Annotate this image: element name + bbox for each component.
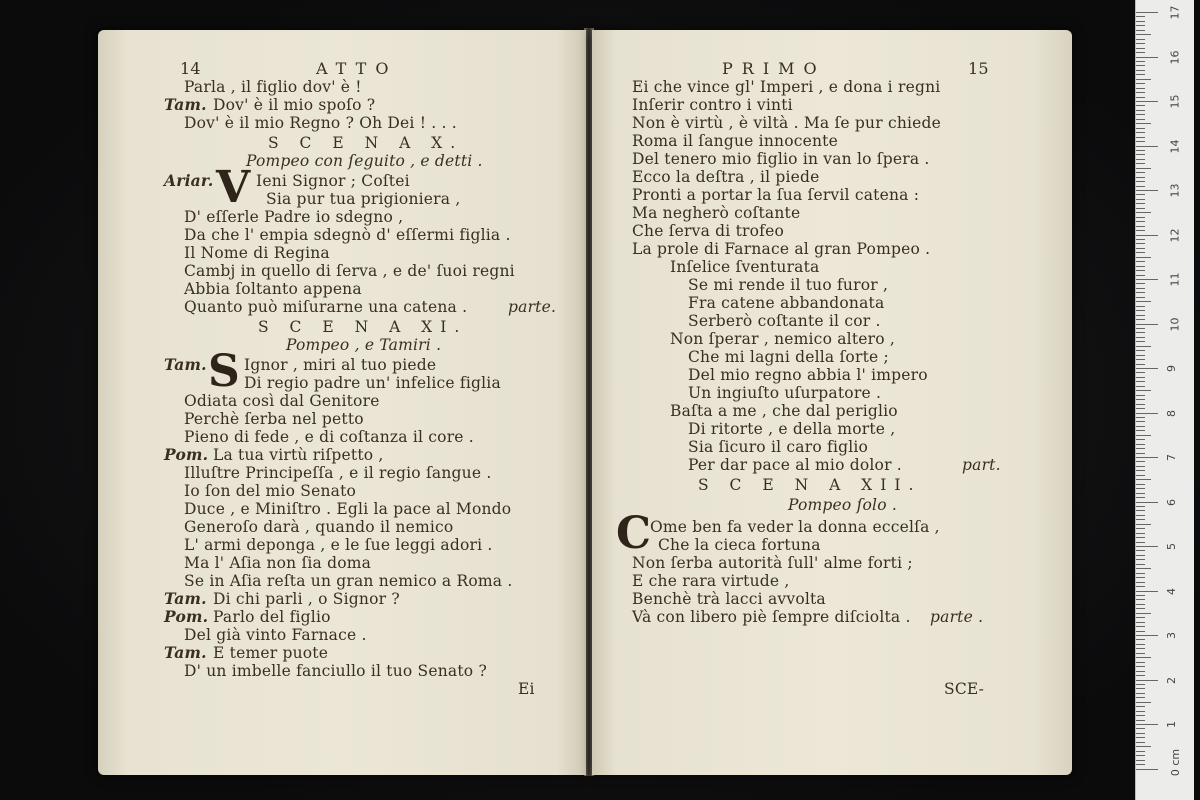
ruler-tick — [1136, 199, 1145, 200]
ruler-tick — [1136, 577, 1145, 578]
ruler-tick — [1136, 364, 1145, 365]
ruler-tick — [1136, 270, 1145, 271]
ruler-tick — [1136, 724, 1158, 725]
ruler-tick — [1136, 368, 1158, 369]
ruler-tick — [1136, 230, 1145, 231]
text-line: Pronti a portar la ſua ſervil catena : — [632, 186, 920, 204]
ruler-tick — [1136, 297, 1145, 298]
ruler-tick — [1136, 377, 1145, 378]
ruler-tick — [1136, 146, 1158, 147]
ruler-tick — [1136, 275, 1145, 276]
ruler-number: 9 — [1165, 365, 1178, 372]
ruler-tick — [1136, 728, 1145, 729]
text-line: Di regio padre un' infelice figlia — [244, 374, 501, 392]
text-line: Inſerir contro i vinti — [632, 96, 793, 114]
ruler-tick — [1136, 34, 1151, 35]
text-line: Pieno di fede , e di coſtanza il core . — [184, 428, 474, 446]
ruler-tick — [1136, 742, 1145, 743]
ruler-tick — [1136, 119, 1145, 120]
ruler-tick — [1136, 506, 1145, 507]
text-line: Del già vinto Farnace . — [184, 626, 367, 644]
ruler-tick — [1136, 453, 1145, 454]
ruler-tick — [1136, 568, 1151, 569]
ruler-tick — [1136, 123, 1151, 124]
ruler-number: 11 — [1168, 272, 1182, 287]
ruler-tick — [1136, 457, 1158, 458]
ruler-tick — [1136, 110, 1145, 111]
ruler-tick — [1136, 631, 1145, 632]
ruler-tick — [1136, 639, 1145, 640]
ruler-tick — [1136, 257, 1151, 258]
text-line: Del tenero mio figlio in van lo ſpera . — [632, 150, 930, 168]
ruler-tick — [1136, 83, 1145, 84]
exit-direction: parte . — [930, 608, 984, 626]
scene-heading: S C E N A X. — [268, 134, 464, 152]
ruler-tick — [1136, 350, 1145, 351]
ruler-tick — [1136, 537, 1145, 538]
ruler-tick — [1136, 662, 1145, 663]
ruler-tick — [1136, 79, 1151, 80]
ruler-number: 5 — [1165, 543, 1178, 550]
ruler-tick — [1136, 181, 1145, 182]
text-line: Ma negherò coſtante — [632, 204, 801, 222]
ruler-tick — [1136, 390, 1151, 391]
ruler-tick — [1136, 417, 1145, 418]
ruler-number: 1 — [1165, 721, 1178, 728]
exit-direction: part. — [962, 456, 1001, 474]
ruler-number: 12 — [1168, 228, 1182, 242]
ruler-tick — [1136, 746, 1151, 747]
ruler-tick — [1136, 608, 1145, 609]
ruler-tick — [1136, 413, 1158, 414]
ruler-number: 4 — [1165, 587, 1178, 595]
ruler-tick — [1136, 604, 1145, 605]
ruler-tick — [1136, 595, 1145, 596]
ruler-tick — [1136, 528, 1145, 529]
ruler-tick — [1136, 720, 1145, 721]
ruler-tick — [1136, 524, 1151, 525]
aria-line: Se mi rende il tuo furor , — [688, 276, 889, 294]
ruler-tick — [1136, 533, 1145, 534]
ruler-tick — [1136, 16, 1145, 17]
ruler-tick — [1136, 97, 1145, 98]
ruler-tick — [1136, 502, 1158, 503]
text-line: L' armi deponga , e le ſue leggi adori . — [184, 536, 493, 554]
ruler-tick — [1136, 635, 1158, 636]
ruler-tick — [1136, 653, 1145, 654]
ruler-tick — [1136, 163, 1145, 164]
ruler-tick — [1136, 760, 1145, 761]
text-line: Dov' è il mio spoſo ? — [213, 96, 376, 114]
ruler-tick — [1136, 591, 1158, 592]
ruler-tick — [1136, 194, 1145, 195]
aria-line: Di ritorte , e della morte , — [688, 420, 896, 438]
ruler-tick — [1136, 697, 1145, 698]
ruler-number: 2 — [1165, 676, 1178, 684]
ruler-tick — [1136, 39, 1145, 40]
ruler-tick — [1136, 435, 1151, 436]
catchword: Ei — [518, 680, 535, 698]
ruler-tick — [1136, 30, 1145, 31]
text-line: Non ſerba autorità ſull' alme forti ; — [632, 554, 913, 572]
ruler-tick — [1136, 324, 1158, 325]
speaker-label: Pom. — [164, 607, 209, 626]
text-line: Benchè trà lacci avvolta — [632, 590, 826, 608]
ruler-tick — [1136, 542, 1145, 543]
ruler-tick — [1136, 341, 1145, 342]
ruler-tick — [1136, 105, 1145, 106]
ruler-tick — [1136, 386, 1145, 387]
ruler-tick — [1136, 573, 1145, 574]
ruler-tick — [1136, 114, 1145, 115]
aria-line: Per dar pace al mio dolor . — [688, 456, 902, 474]
ruler-tick — [1136, 168, 1151, 169]
catchword: SCE- — [944, 680, 985, 698]
ruler-tick — [1136, 337, 1145, 338]
left-page — [98, 30, 586, 775]
text-line: Io ſon del mio Senato — [184, 482, 357, 500]
text-line: Il Nome di Regina — [184, 244, 330, 262]
ruler-tick — [1136, 497, 1145, 498]
ruler-tick — [1136, 488, 1145, 489]
text-line: Che ſerva di trofeo — [632, 222, 785, 240]
text-line: Perchè ſerba nel petto — [184, 410, 364, 428]
ruler-tick — [1136, 52, 1145, 53]
text-line: Generoſo darà , quando il nemico — [184, 518, 454, 536]
ruler-tick — [1136, 479, 1151, 480]
ruler-tick — [1136, 684, 1145, 685]
text-line: Di chi parli , o Signor ? — [213, 590, 400, 608]
ruler-tick — [1136, 301, 1151, 302]
ruler-tick — [1136, 582, 1145, 583]
ruler-tick — [1136, 599, 1145, 600]
ruler-tick — [1136, 319, 1145, 320]
ruler-tick — [1136, 711, 1145, 712]
ruler-tick — [1136, 252, 1145, 253]
ruler-tick — [1136, 25, 1145, 26]
ruler-tick — [1136, 484, 1145, 485]
ruler-tick — [1136, 426, 1145, 427]
text-line: Cambj in quello di ſerva , e de' ſuoi regni — [184, 262, 515, 280]
ruler-tick — [1136, 43, 1145, 44]
ruler-tick — [1136, 395, 1145, 396]
ruler-tick — [1136, 617, 1145, 618]
ruler-tick — [1136, 466, 1145, 467]
text-line: Và con libero piè ſempre diſciolta . — [632, 608, 911, 626]
ruler-tick — [1136, 217, 1145, 218]
right-page — [592, 30, 1072, 775]
drop-cap: S — [208, 346, 240, 397]
drop-cap: C — [616, 508, 652, 559]
ruler-tick — [1136, 751, 1145, 752]
ruler-tick — [1136, 666, 1145, 667]
ruler-tick — [1136, 706, 1145, 707]
text-line: Ma l' Aſia non ſia doma — [184, 554, 372, 572]
text-line: Parla , il figlio dov' è ! — [184, 78, 362, 96]
right-running-header: PRIMO — [722, 59, 826, 78]
ruler-tick — [1136, 546, 1158, 547]
ruler-tick — [1136, 74, 1145, 75]
text-line: D' eſſerle Padre io sdegno , — [184, 208, 404, 226]
text-line: Non è virtù , è viltà . Ma ſe pur chiede — [632, 114, 942, 132]
ruler-tick — [1136, 755, 1145, 756]
ruler-tick — [1136, 172, 1145, 173]
exit-direction: parte. — [508, 298, 557, 316]
ruler-tick — [1136, 12, 1158, 13]
speaker-label: Tam. — [164, 589, 207, 608]
ruler-tick — [1136, 408, 1145, 409]
ruler-tick — [1136, 101, 1158, 102]
text-line: Parlo del figlio — [213, 608, 331, 626]
stage-direction: Pompeo , e Tamiri . — [286, 336, 442, 354]
ruler-tick — [1136, 586, 1145, 587]
text-line: Ieni Signor ; Coſtei — [256, 172, 410, 190]
aria-line: Del mio regno abbia l' impero — [688, 366, 928, 384]
ruler-tick — [1136, 88, 1145, 89]
ruler-tick — [1136, 221, 1145, 222]
ruler-number: 3 — [1165, 632, 1178, 639]
ruler-tick — [1136, 306, 1145, 307]
ruler-tick — [1136, 737, 1145, 738]
aria-line: Baſta a me , che dal periglio — [670, 402, 898, 420]
ruler-tick — [1136, 61, 1145, 62]
ruler-tick — [1136, 248, 1145, 249]
ruler-tick — [1136, 212, 1151, 213]
measuring-ruler — [1135, 0, 1194, 800]
ruler-tick — [1136, 559, 1145, 560]
ruler-tick — [1136, 372, 1145, 373]
ruler-tick — [1136, 470, 1145, 471]
ruler-number: 10 — [1168, 317, 1182, 331]
scene-heading: S C E N A XII. — [698, 476, 922, 494]
ruler-tick — [1136, 671, 1145, 672]
scene-heading: S C E N A XI. — [258, 318, 468, 336]
ruler-tick — [1136, 203, 1145, 204]
ruler-tick — [1136, 132, 1145, 133]
ruler-tick — [1136, 381, 1145, 382]
ruler-tick — [1136, 288, 1145, 289]
aria-line: Inſelice ſventurata — [670, 258, 820, 276]
ruler-number: 13 — [1168, 183, 1182, 198]
ruler-tick — [1136, 177, 1145, 178]
ruler-tick — [1136, 519, 1145, 520]
ruler-tick — [1136, 430, 1145, 431]
text-line: La prole di Farnace al gran Pompeo . — [632, 240, 931, 258]
ruler-number: 15 — [1168, 94, 1182, 109]
text-line: Ome ben fa veder la donna eccelſa , — [650, 518, 940, 536]
ruler-tick — [1136, 328, 1145, 329]
text-line: Ei che vince gl' Imperi , e dona i regni — [632, 78, 941, 96]
text-line: Illuſtre Principeſſa , e il regio ſangue . — [184, 464, 492, 482]
ruler-tick — [1136, 150, 1145, 151]
ruler-tick — [1136, 648, 1145, 649]
ruler-tick — [1136, 515, 1145, 516]
ruler-tick — [1136, 693, 1145, 694]
speaker-label: Tam. — [164, 95, 207, 114]
ruler-tick — [1136, 550, 1145, 551]
ruler-number: 17 — [1168, 5, 1182, 20]
ruler-tick — [1136, 688, 1145, 689]
text-line: Se in Aſia reſta un gran nemico a Roma . — [184, 572, 513, 590]
text-line: Che la cieca fortuna — [658, 536, 821, 554]
ruler-tick — [1136, 404, 1145, 405]
ruler-tick — [1136, 226, 1145, 227]
speaker-label: Ariar. — [164, 171, 214, 190]
ruler-tick — [1136, 310, 1145, 311]
ruler-tick — [1136, 239, 1145, 240]
ruler-tick — [1136, 65, 1145, 66]
ruler-unit-label: 0 cm — [1169, 748, 1183, 777]
ruler-tick — [1136, 448, 1145, 449]
stage-direction: Pompeo con ſeguito , e detti . — [246, 152, 483, 170]
left-page-number: 14 — [180, 59, 201, 78]
ruler-tick — [1136, 137, 1145, 138]
ruler-tick — [1136, 564, 1145, 565]
ruler-tick — [1136, 92, 1145, 93]
ruler-tick — [1136, 675, 1145, 676]
ruler-tick — [1136, 128, 1145, 129]
ruler-tick — [1136, 159, 1145, 160]
drop-cap: V — [216, 162, 251, 213]
ruler-tick — [1136, 626, 1145, 627]
text-line: Abbia ſoltanto appena — [184, 280, 362, 298]
ruler-tick — [1136, 421, 1145, 422]
ruler-tick — [1136, 475, 1145, 476]
ruler-tick — [1136, 48, 1145, 49]
ruler-tick — [1136, 57, 1158, 58]
aria-line: Che mi lagni della ſorte ; — [688, 348, 889, 366]
ruler-tick — [1136, 764, 1145, 765]
ruler-tick — [1136, 208, 1145, 209]
ruler-number: 6 — [1165, 498, 1178, 506]
ruler-tick — [1136, 680, 1158, 681]
aria-line: Sia ſicuro il caro figlio — [688, 438, 869, 456]
ruler-tick — [1136, 279, 1158, 280]
aria-line: Serberò coſtante il cor . — [688, 312, 881, 330]
ruler-tick — [1136, 444, 1145, 445]
ruler-tick — [1136, 399, 1145, 400]
text-line: D' un imbelle fanciullo il tuo Senato ? — [184, 662, 487, 680]
text-line: E che rara virtude , — [632, 572, 790, 590]
ruler-number: 7 — [1165, 454, 1178, 461]
stage-direction: Pompeo ſolo . — [788, 496, 897, 514]
aria-line: Non ſperar , nemico altero , — [670, 330, 896, 348]
text-line: Sia pur tua prigioniera , — [266, 190, 461, 208]
aria-line: Un ingiuſto uſurpatore . — [688, 384, 882, 402]
ruler-tick — [1136, 657, 1151, 658]
text-line: Da che l' empia sdegnò d' eſſermi figlia . — [184, 226, 511, 244]
ruler-tick — [1136, 702, 1151, 703]
text-line: La tua virtù riſpetto , — [213, 446, 384, 464]
ruler-tick — [1136, 622, 1145, 623]
ruler-tick — [1136, 154, 1145, 155]
ruler-tick — [1136, 733, 1145, 734]
text-line: E temer puote — [213, 644, 329, 662]
ruler-number: 8 — [1165, 409, 1178, 417]
ruler-number: 14 — [1168, 139, 1182, 153]
speaker-label: Pom. — [164, 445, 209, 464]
ruler-tick — [1136, 555, 1145, 556]
ruler-tick — [1136, 292, 1145, 293]
text-line: Dov' è il mio Regno ? Oh Dei ! . . . — [184, 114, 457, 132]
ruler-tick — [1136, 346, 1151, 347]
ruler-tick — [1136, 186, 1145, 187]
ruler-tick — [1136, 355, 1145, 356]
text-line: Roma il ſangue innocente — [632, 132, 838, 150]
ruler-tick — [1136, 266, 1145, 267]
aria-line: Fra catene abbandonata — [688, 294, 885, 312]
ruler-tick — [1136, 439, 1145, 440]
text-line: Odiata così dal Genitore — [184, 392, 380, 410]
ruler-tick — [1136, 21, 1145, 22]
ruler-tick — [1136, 613, 1151, 614]
ruler-tick — [1136, 510, 1145, 511]
text-line: Ignor , miri al tuo piede — [244, 356, 437, 374]
left-running-header: ATTO — [316, 59, 398, 78]
ruler-tick — [1136, 141, 1145, 142]
ruler-tick — [1136, 70, 1145, 71]
ruler-tick — [1136, 315, 1145, 316]
ruler-tick — [1136, 461, 1145, 462]
ruler-tick — [1136, 715, 1145, 716]
text-line: Quanto può miſurarne una catena . — [184, 298, 468, 316]
ruler-tick — [1136, 283, 1145, 284]
ruler-tick — [1136, 493, 1145, 494]
ruler-tick — [1136, 243, 1145, 244]
speaker-label: Tam. — [164, 355, 207, 374]
ruler-tick — [1136, 261, 1145, 262]
right-page-number: 15 — [968, 59, 989, 78]
text-line: Duce , e Miniſtro . Egli la pace al Mondo — [184, 500, 512, 518]
speaker-label: Tam. — [164, 643, 207, 662]
ruler-tick — [1136, 359, 1145, 360]
ruler-tick — [1136, 769, 1158, 770]
ruler-tick — [1136, 644, 1145, 645]
ruler-number: 16 — [1168, 50, 1182, 64]
ruler-tick — [1136, 332, 1145, 333]
text-line: Ecco la deſtra , il piede — [632, 168, 820, 186]
ruler-tick — [1136, 190, 1158, 191]
ruler-tick — [1136, 235, 1158, 236]
